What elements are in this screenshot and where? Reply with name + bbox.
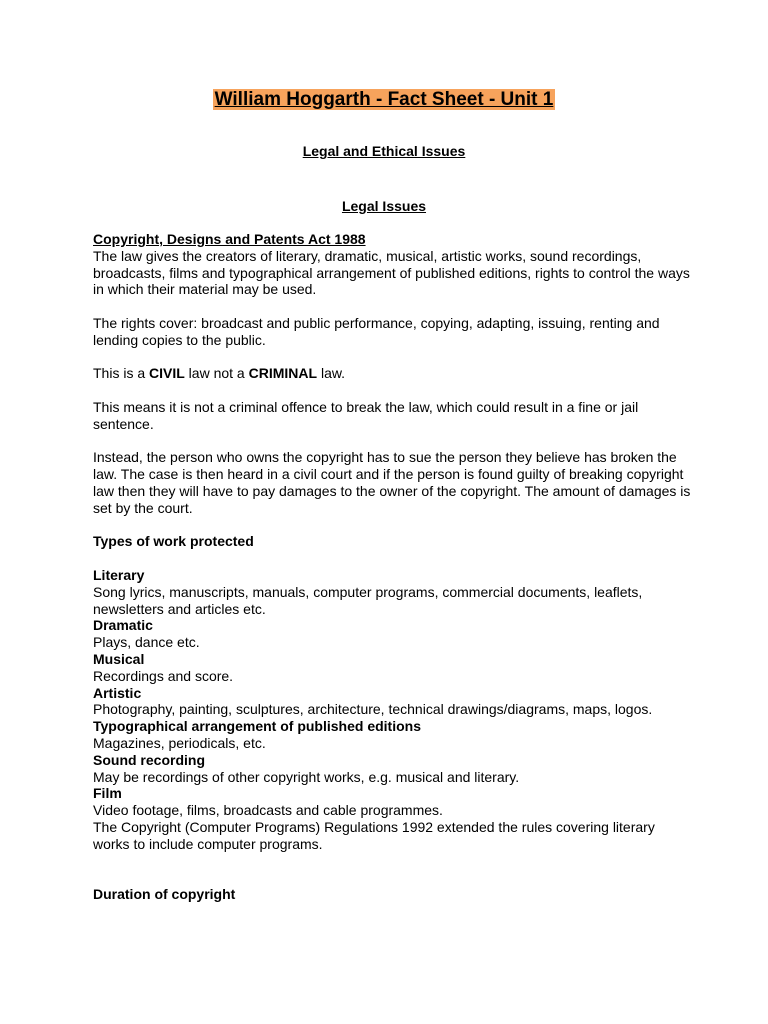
act-heading: Copyright, Designs and Patents Act 1988 bbox=[93, 231, 366, 247]
civil-pre: This is a bbox=[93, 365, 150, 382]
subtitle-legal-ethical: Legal and Ethical Issues bbox=[302, 143, 466, 159]
page-title bbox=[0, 86, 768, 114]
civil-word: CIVIL bbox=[149, 365, 185, 382]
act-paragraph-2: The rights cover: broadcast and public performance, copying, adapting, issuing, renting and lending copies to the public. bbox=[93, 314, 660, 348]
type-description: Recordings and score. bbox=[93, 667, 234, 684]
page-title-text: William Hoggarth - Fact Sheet - Unit 1 bbox=[214, 89, 554, 110]
types-list bbox=[93, 567, 693, 819]
act-paragraph-4: Instead, the person who owns the copyright has to sue the person they believe has broken the law. The case is then heard in a civil court and if the person is found guilty of breaking copyright law then they will have to pay damages to the owner of the copyright. The amount of damages is set by the court. bbox=[93, 449, 691, 516]
type-name: Sound recording bbox=[93, 751, 205, 768]
type-description: Plays, dance etc. bbox=[93, 634, 200, 651]
regulations-note: The Copyright (Computer Programs) Regulations 1992 extended the rules covering literary works to include computer programs. bbox=[93, 818, 655, 852]
civil-law-line bbox=[93, 365, 693, 382]
civil-post: law. bbox=[317, 365, 346, 382]
type-name: Artistic bbox=[93, 684, 142, 701]
criminal-word: CRIMINAL bbox=[248, 365, 318, 382]
duration-heading: Duration of copyright bbox=[93, 886, 236, 903]
document-body bbox=[93, 231, 693, 903]
section-heading-legal-issues: Legal Issues bbox=[341, 198, 427, 214]
type-name: Literary bbox=[93, 566, 145, 583]
civil-mid: law not a bbox=[184, 365, 249, 382]
type-name: Typographical arrangement of published editions bbox=[93, 718, 422, 735]
types-heading: Types of work protected bbox=[93, 533, 254, 550]
type-description: Video footage, films, broadcasts and cable programmes. bbox=[93, 802, 443, 819]
type-description: May be recordings of other copyright works, e.g. musical and literary. bbox=[93, 768, 520, 785]
type-description: Song lyrics, manuscripts, manuals, computer programs, commercial documents, leaflets, newsletters and articles etc. bbox=[93, 583, 643, 617]
type-description: Photography, painting, sculptures, architecture, technical drawings/diagrams, maps, logos. bbox=[93, 701, 653, 718]
act-paragraph-1: The law gives the creators of literary, dramatic, musical, artistic works, sound recordings, broadcasts, films and typographical arrangement of published editions, rights to control the ways in which their material may be used. bbox=[93, 247, 690, 298]
type-name: Musical bbox=[93, 650, 145, 667]
type-name: Dramatic bbox=[93, 617, 153, 634]
act-paragraph-3: This means it is not a criminal offence to break the law, which could result in a fine or jail sentence. bbox=[93, 398, 639, 432]
type-name: Film bbox=[93, 785, 122, 802]
type-description: Magazines, periodicals, etc. bbox=[93, 734, 266, 751]
